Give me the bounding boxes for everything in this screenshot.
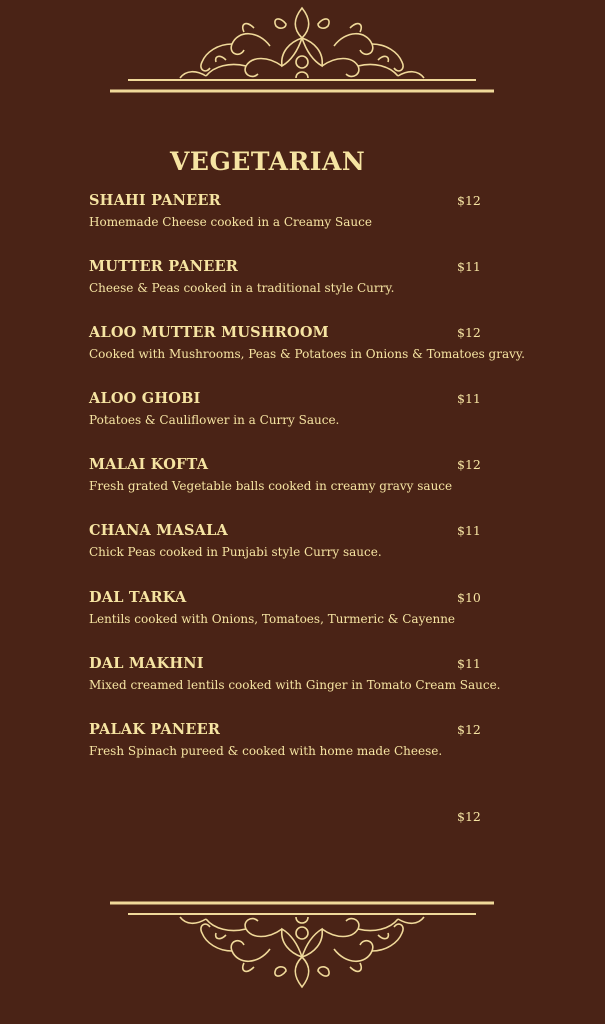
menu-item [89,324,559,363]
bottom-flourish-icon [0,895,605,995]
item-name: DAL MAKHNI [89,655,204,672]
item-name: CHANA MASALA [89,522,228,539]
extra-price: $12 [457,809,481,824]
item-description: Potatoes & Cauliflower in a Curry Sauce. [89,413,340,427]
item-description: Fresh grated Vegetable balls cooked in creamy gravy sauce [89,479,453,493]
item-price: $11 [457,523,481,538]
item-description: Cheese & Peas cooked in a traditional style Curry. [89,281,395,295]
item-price: $12 [457,325,481,340]
menu-item [89,456,559,495]
top-flourish-icon [0,0,605,100]
item-description: Homemade Cheese cooked in a Creamy Sauce [89,215,372,229]
menu-item [89,390,559,429]
menu-item [89,721,559,760]
item-name: MALAI KOFTA [89,456,209,473]
item-description: Mixed creamed lentils cooked with Ginger in Tomato Cream Sauce. [89,678,501,692]
item-name: DAL TARKA [89,589,187,606]
item-price: $11 [457,391,481,406]
item-name: MUTTER PANEER [89,258,239,275]
menu-item [89,258,559,297]
item-price: $10 [457,590,481,605]
item-price: $12 [457,457,481,472]
item-name: ALOO GHOBI [89,390,201,407]
item-price: $11 [457,656,481,671]
section-title: VEGETARIAN [170,147,366,176]
item-name: ALOO MUTTER MUSHROOM [89,324,329,341]
item-name: SHAHI PANEER [89,192,221,209]
menu-item [89,589,559,628]
item-price: $12 [457,193,481,208]
item-description: Cooked with Mushrooms, Peas & Potatoes in Onions & Tomatoes gravy. [89,347,525,361]
item-description: Fresh Spinach pureed & cooked with home made Cheese. [89,744,443,758]
item-description: Lentils cooked with Onions, Tomatoes, Turmeric & Cayenne [89,612,456,626]
menu-item [89,522,559,561]
item-name: PALAK PANEER [89,721,221,738]
item-description: Chick Peas cooked in Punjabi style Curry sauce. [89,545,382,559]
item-price: $11 [457,259,481,274]
menu-item [89,192,559,231]
item-price: $12 [457,722,481,737]
menu-item [89,655,559,694]
